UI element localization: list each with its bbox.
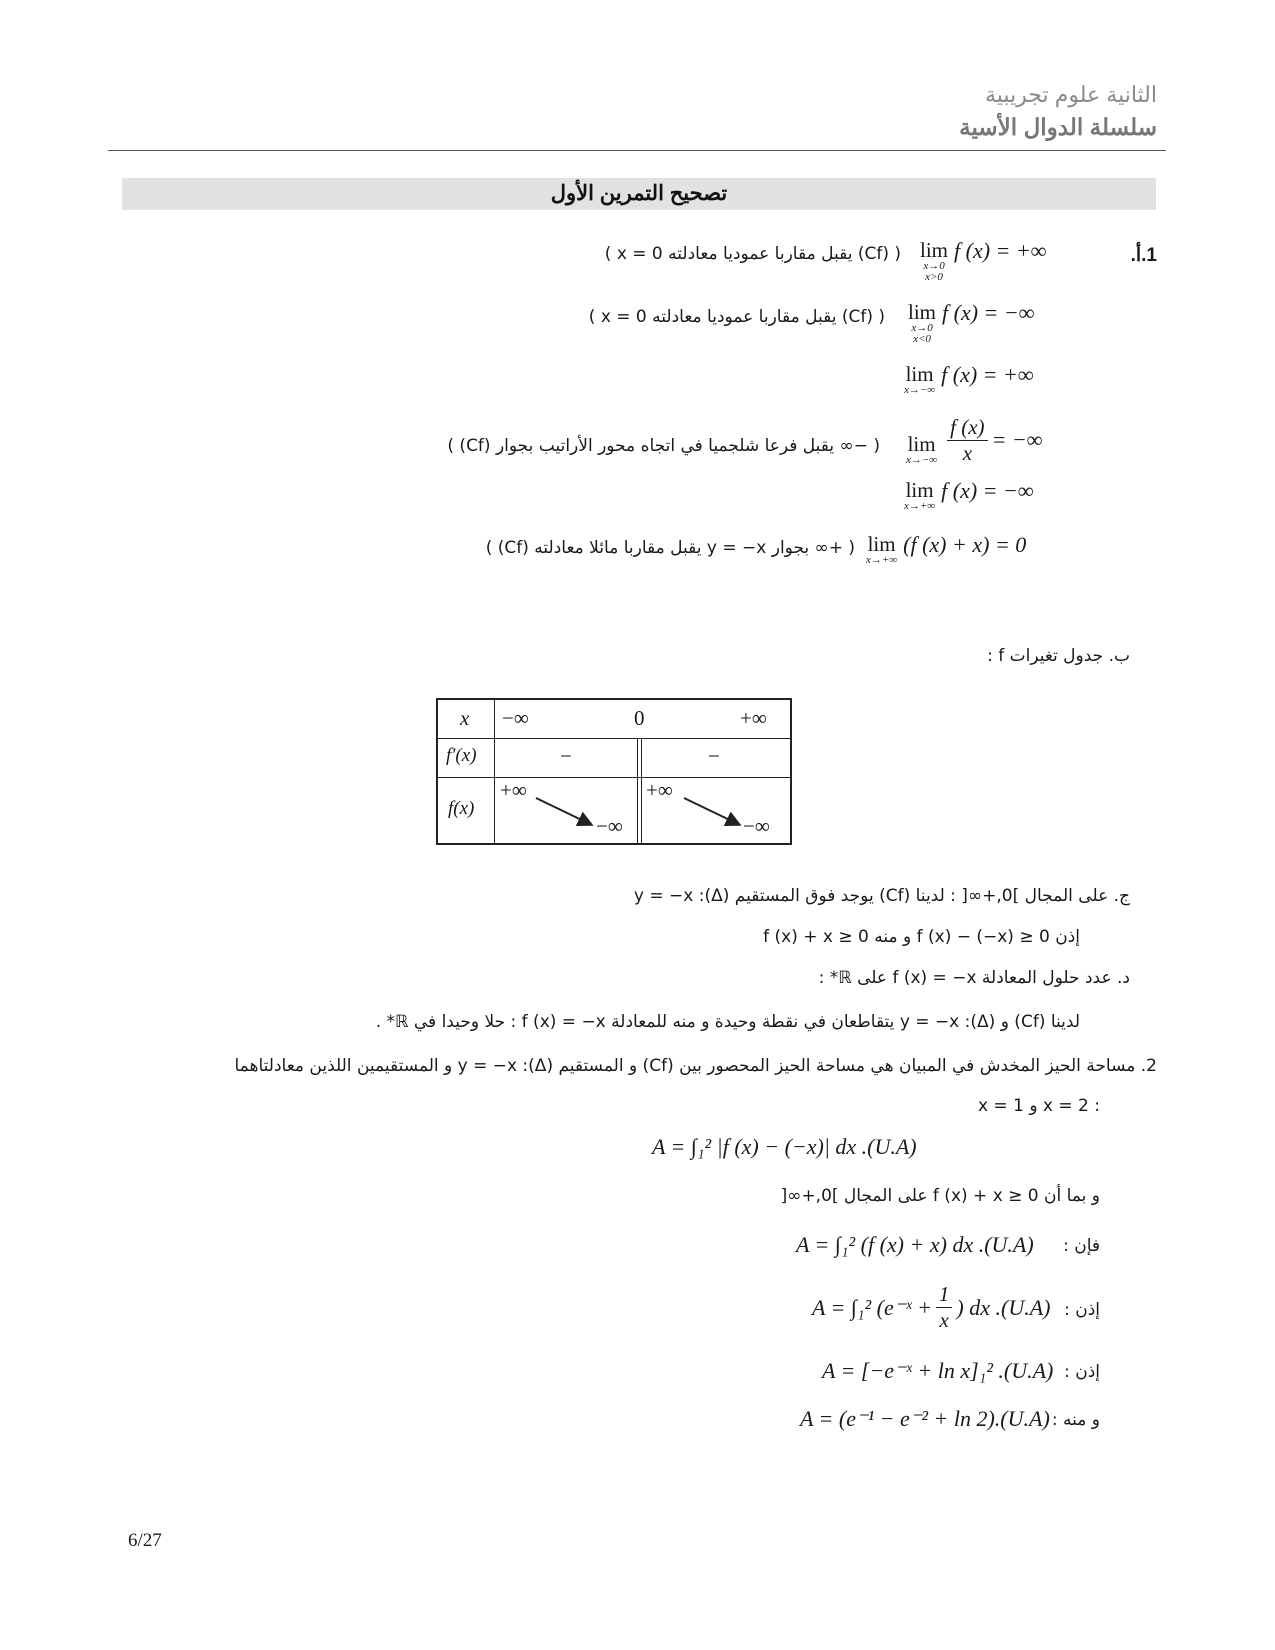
variation-table bbox=[436, 698, 792, 845]
q1b-label: ب. جدول تغيرات f : bbox=[987, 646, 1130, 666]
q1a-limit-1: lim x→0 x>0 f (x) = +∞ bbox=[920, 237, 1047, 283]
table-x-zero: 0 bbox=[634, 706, 645, 730]
header-level: الثانية علوم تجريبية bbox=[985, 82, 1157, 107]
page-number: 6/27 bbox=[128, 1530, 162, 1551]
q1a-note-6: ( +∞ بجوار y = −x يقبل مقاربا مائلا معادلته (Cf) ) bbox=[485, 538, 855, 558]
q1c-line-1: ج. على المجال ]0,+∞[ : لدينا (Cf) يوجد فوق المستقيم (Δ): y = −x bbox=[633, 886, 1130, 906]
q2-equation-3: A = ∫₁² (e⁻ˣ + $\frac{1}{x}$ ) dx .(U.A) bbox=[812, 1282, 1051, 1332]
table-decreasing-arrows bbox=[438, 700, 790, 843]
table-x-minus-inf: −∞ bbox=[502, 706, 529, 730]
q1c-line-2: إذن f (x) − (−x) ≥ 0 و منه f (x) + x ≥ 0 bbox=[763, 927, 1080, 947]
q2-eq5-prefix: و منه : bbox=[1051, 1410, 1100, 1430]
q1a-limit-4: lim x→−∞ $\frac{f (x)}{x}$ = −∞ bbox=[906, 414, 1043, 466]
q1a-note-4: ( −∞ يقبل فرعا شلجميا في اتجاه محور الأراتيب بجوار (Cf) ) bbox=[447, 436, 880, 456]
table-x-label: x bbox=[460, 706, 470, 730]
q1a-limit-5: lim x→+∞ f (x) = −∞ bbox=[904, 478, 1034, 512]
table-f-left-bottom: −∞ bbox=[596, 814, 623, 838]
table-fprime-sign-right: − bbox=[708, 744, 720, 768]
q2-eq4-prefix: إذن : bbox=[1064, 1362, 1100, 1382]
header-series-title: سلسلة الدوال الأسية bbox=[959, 114, 1157, 140]
q1a-note-2: ( x = 0 يقبل مقاربا عموديا معادلته (Cf) ) bbox=[588, 307, 885, 327]
table-f-right-top: +∞ bbox=[646, 778, 673, 802]
q1d-line-1: د. عدد حلول المعادلة f (x) = −x على ℝ* : bbox=[818, 968, 1130, 988]
table-f-left-top: +∞ bbox=[500, 778, 527, 802]
table-x-plus-inf: +∞ bbox=[740, 706, 767, 730]
header-divider bbox=[108, 150, 1166, 151]
table-f-right-bottom: −∞ bbox=[743, 814, 770, 838]
q2-eq2-prefix: فإن : bbox=[1063, 1236, 1100, 1256]
q2-equation-5: A = (e⁻¹ − e⁻² + ln 2).(U.A) bbox=[800, 1406, 1050, 1431]
table-f-label: f(x) bbox=[448, 798, 475, 819]
q1d-line-2: لدينا (Cf) و (Δ): y = −x يتقاطعان في نقطة وحيدة و منه للمعادلة f (x) = −x : حلا وحيدا في ℝ* . bbox=[375, 1012, 1080, 1032]
q2-equation-2: A = ∫₁² (f (x) + x) dx .(U.A) bbox=[796, 1232, 1034, 1257]
q1a-limit-3: lim x→−∞ f (x) = +∞ bbox=[904, 362, 1034, 396]
exercise-title: تصحيح التمرين الأول bbox=[122, 178, 1156, 210]
q1a-limit-2: lim x→0 x<0 f (x) = −∞ bbox=[908, 299, 1035, 345]
q1a-limit-6: lim x→+∞ (f (x) + x) = 0 bbox=[866, 532, 1027, 566]
q2-line-3: و بما أن f (x) + x ≥ 0 على المجال ]0,+∞[ bbox=[780, 1186, 1100, 1206]
q2-line-2: x = 1 و x = 2 : bbox=[977, 1096, 1100, 1116]
q2-equation-1: A = ∫₁² |f (x) − (−x)| dx .(U.A) bbox=[652, 1134, 917, 1159]
table-fprime-sign-left: − bbox=[560, 744, 572, 768]
table-fprime-label: f′(x) bbox=[446, 745, 477, 766]
q2-line-1: 2. مساحة الحيز المخدش في المبيان هي مساحة الحيز المحصور بين (Cf) و المستقيم (Δ): y = −x و المستقيمين اللذين معادلتاهما bbox=[234, 1056, 1157, 1076]
q2-eq3-prefix: إذن : bbox=[1064, 1300, 1100, 1320]
q1a-label: 1.أ. bbox=[1130, 245, 1157, 266]
q1a-note-1: ( x = 0 يقبل مقاربا عموديا معادلته (Cf) ) bbox=[604, 244, 901, 264]
q2-equation-4: A = [−e⁻ˣ + ln x]₁² .(U.A) bbox=[822, 1358, 1054, 1383]
